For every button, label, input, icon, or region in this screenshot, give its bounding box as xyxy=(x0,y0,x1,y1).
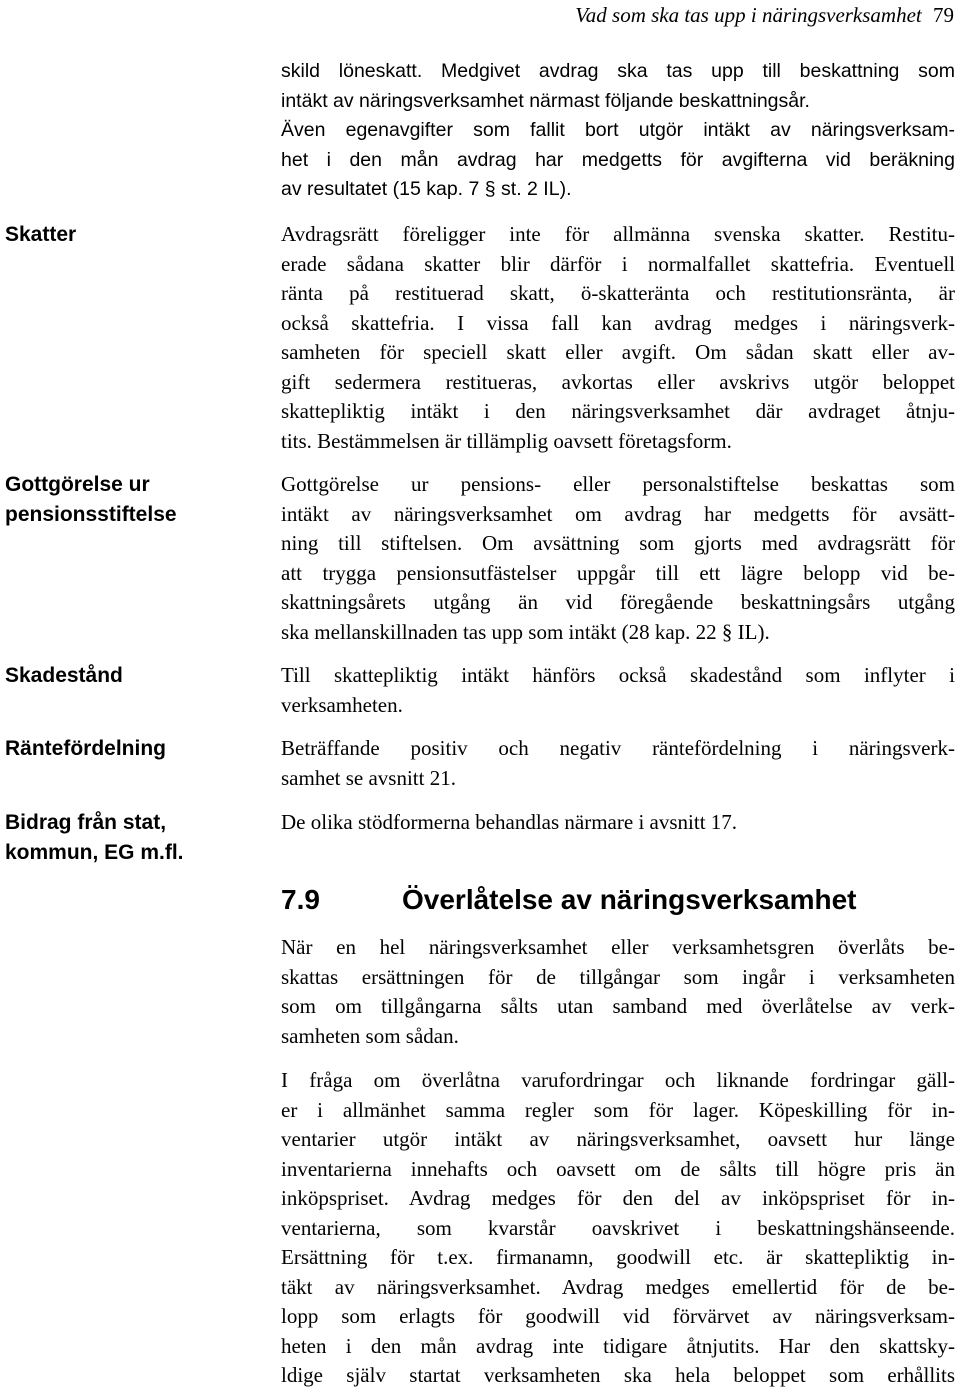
text-line: De olika stödformerna behandlas närmare i avsnitt 17. xyxy=(281,810,738,834)
text-line: samhet se avsnitt 21. xyxy=(281,765,456,790)
text-line: inventarierna innehafts och oavsett om de sålts till högre pris än xyxy=(281,1156,955,1181)
paragraph-bidrag xyxy=(281,808,955,838)
section-heading xyxy=(281,880,856,920)
text-line: skattepliktig intäkt i den näringsverksamhet där avdraget åtnju- xyxy=(281,399,955,423)
text-line: gift sedermera restitueras, avkortas eller avskrivs utgör beloppet xyxy=(281,369,955,394)
text-line: ventarier utgör intäkt av näringsverksamhet, oavsett hur länge xyxy=(281,1127,955,1151)
text-line: intäkt av näringsverksamhet närmast följande beskattningsår. xyxy=(281,89,810,112)
paragraph-skatter xyxy=(281,220,955,456)
text-line: lopp som erlagts för goodwill vid förvärvet av näringsverksam- xyxy=(281,1304,955,1328)
paragraph-continued xyxy=(281,57,955,205)
margin-note-bidrag: Bidrag från stat, kommun, EG m.fl. xyxy=(5,811,184,864)
text-line: Beträffande positiv och negativ räntefördelning i näringsverk- xyxy=(281,736,955,760)
text-line: täkt av näringsverksamhet. Avdrag medges emellertid för de be- xyxy=(281,1274,955,1299)
text-line: Ersättning för t.ex. firmanamn, goodwill etc. är skattepliktig in- xyxy=(281,1245,955,1269)
text-line: ldige själv startat verksamheten ska hela beloppet som erhållits xyxy=(281,1363,955,1387)
text-line: ventarierna, som kvarstår oavskrivet i beskattningshänseende. xyxy=(281,1215,955,1240)
text-line: I fråga om överlåtna varufordringar och liknande fordringar gäll- xyxy=(281,1068,955,1092)
margin-note-skadestand: Skadestånd xyxy=(5,664,123,687)
text-line: erade sådana skatter blir därför i normalfallet skattefria. Eventuell xyxy=(281,251,955,276)
text-line: av resultatet (15 kap. 7 § st. 2 IL). xyxy=(281,178,572,200)
text-line: ning till stiftelsen. Om avsättning som gjorts med avdragsrätt för xyxy=(281,531,955,555)
section-title: Överlåtelse av näringsverksamhet xyxy=(402,884,857,915)
text-line: het i den mån avdrag har medgetts för avgifterna vid beräkning xyxy=(281,148,955,171)
text-line: Även egenavgifter som fallit bort utgör intäkt av näringsverksam- xyxy=(281,119,955,141)
text-line: skattningsårets utgång än vid föregående beskattningsårs utgång xyxy=(281,590,955,614)
text-line: inköpspriset. Avdrag medges för den del av inköpspriset för in- xyxy=(281,1186,955,1210)
text-line: skattas ersättningen för de tillgångar som ingår i verksamheten xyxy=(281,964,955,989)
text-line: som om tillgångarna sålts utan samband med överlåtelse av verk- xyxy=(281,994,955,1018)
margin-note-gottgorelse: Gottgörelse ur pensionsstiftelse xyxy=(5,473,177,526)
text-line: heten i den mån avdrag inte tidigare åtnjutits. Har den skattsky- xyxy=(281,1333,955,1358)
text-line: er i allmänhet samma regler som för lager. Köpeskilling för in- xyxy=(281,1097,955,1122)
paragraph-overlatelse xyxy=(281,933,955,1051)
text-line: Till skattepliktig intäkt hänförs också skadestånd som inflyter i xyxy=(281,663,955,687)
margin-note-rantefordelning: Räntefördelning xyxy=(5,737,166,760)
text-line: intäkt av näringsverksamhet om avdrag har medgetts för avsätt- xyxy=(281,501,955,526)
running-head xyxy=(575,1,954,29)
paragraph-gottgorelse xyxy=(281,470,955,647)
paragraph-rantefordelning xyxy=(281,734,955,793)
running-title: Vad som ska tas upp i näringsverksamhet xyxy=(575,3,922,27)
text-line: skild löneskatt. Medgivet avdrag ska tas upp till beskattning som xyxy=(281,60,955,82)
page-number: 79 xyxy=(933,3,954,27)
section-number: 7.9 xyxy=(281,884,320,915)
text-line: samheten för speciell skatt eller avgift. Om sådan skatt eller av- xyxy=(281,340,955,364)
text-line: ränta på restituerad skatt, ö-skatteränta och restitutionsränta, är xyxy=(281,281,955,305)
text-line: När en hel näringsverksamhet eller verksamhetsgren överlåts be- xyxy=(281,935,955,959)
paragraph-fordringar xyxy=(281,1066,955,1391)
text-line: Gottgörelse ur pensions- eller personalstiftelse beskattas som xyxy=(281,472,955,496)
text-line: att trygga pensionsutfästelser uppgår till ett lägre belopp vid be- xyxy=(281,560,955,585)
margin-note-skatter: Skatter xyxy=(5,223,77,246)
text-line: tits. Bestämmelsen är tillämplig oavsett företagsform. xyxy=(281,428,732,453)
text-line: också skattefria. I vissa fall kan avdrag medges i näringsverk- xyxy=(281,310,955,335)
text-line: verksamheten. xyxy=(281,692,403,717)
paragraph-skadestand xyxy=(281,661,955,720)
text-line: samheten som sådan. xyxy=(281,1023,459,1048)
text-line: Avdragsrätt föreligger inte för allmänna svenska skatter. Restitu- xyxy=(281,222,955,246)
text-line: ska mellanskillnaden tas upp som intäkt (28 kap. 22 § IL). xyxy=(281,619,770,644)
